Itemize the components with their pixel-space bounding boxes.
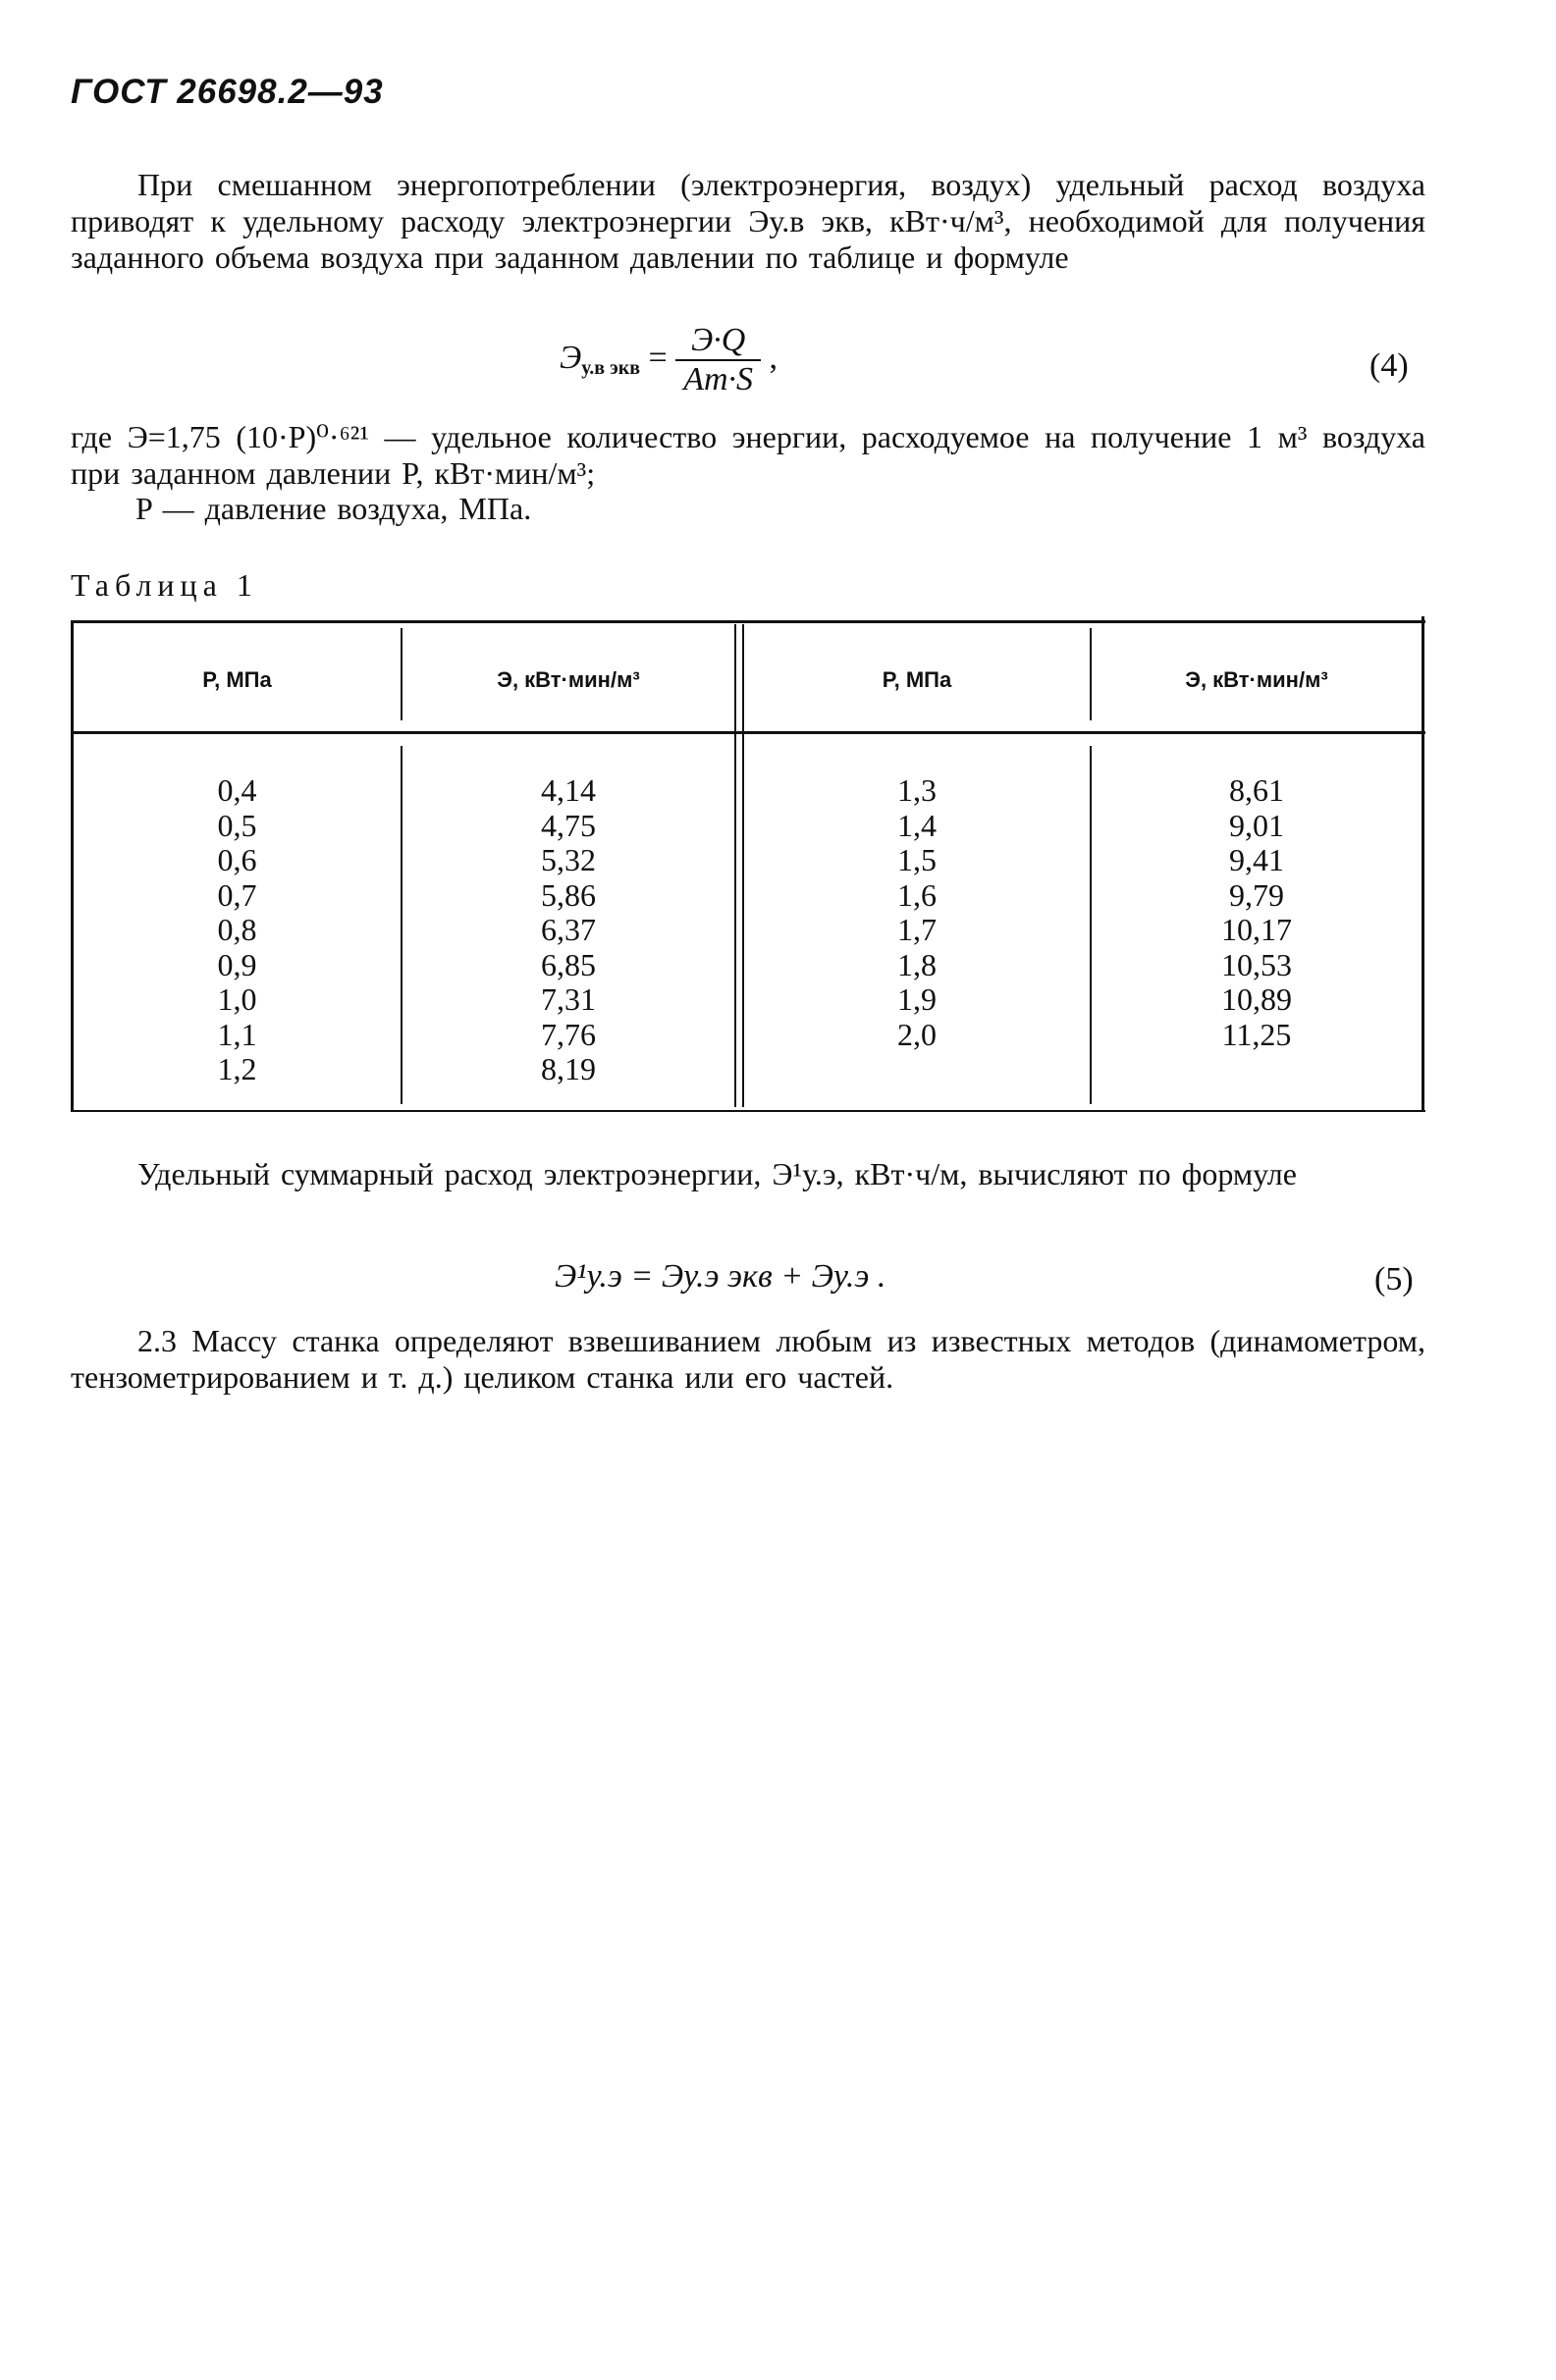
paragraph-section-2-3-text: 2.3 Массу станка определяют взвешиванием любым из известных методов (динамометром, тензометрированием и т. д.) целиком станка или его частей. <box>71 1323 1425 1395</box>
table-header-p-2: P, МПа <box>882 667 952 692</box>
formula-4: $Э_{у.в экв}$ = $\frac{Э\cdot Q}{Aт\cdot S}$ , <box>560 322 778 397</box>
table-cell: 9,01 <box>1229 807 1284 843</box>
table-cell: 7,31 <box>541 981 596 1017</box>
formula-4-lhs: Э <box>560 339 582 376</box>
formula-4-denominator: Aт·S <box>675 359 761 398</box>
table-cell: 4,75 <box>541 807 596 843</box>
table-cell: 0,4 <box>217 772 257 808</box>
table-cell: 2,0 <box>897 1016 937 1052</box>
formula-4-number: (4) <box>1369 347 1409 384</box>
table-cell: 1,0 <box>217 981 257 1017</box>
table-cell: 9,41 <box>1229 842 1284 877</box>
formula-4-fraction <box>675 322 761 398</box>
table-cell: 7,76 <box>541 1016 596 1052</box>
table-column-p-2 <box>744 773 1090 1052</box>
table-header-rule <box>71 731 1425 734</box>
table-top-border <box>71 620 1425 623</box>
document-code: ГОСТ 26698.2—93 <box>71 73 384 111</box>
definition-where-text: где Э=1,75 (10·P)⁰·⁶²¹ — удельное количество энергии, расходуемое на получение 1 м³ воздуха при заданном давлении P, кВт·мин/м³; <box>71 419 1425 491</box>
table-cell: 0,5 <box>217 807 257 843</box>
paragraph-intro-text: При смешанном энергопотреблении (электроэнергия, воздух) удельный расход воздуха приводят к удельному расходу электроэнергии Эу.в экв, кВт·ч/м³, необходимой для получения заданного объема воздуха при заданном давлении по таблице и формуле <box>71 167 1425 275</box>
definition-where <box>71 419 1425 492</box>
table-cell: 10,89 <box>1221 981 1292 1017</box>
formula-5: Э¹у.э = Эу.э экв + Эу.э . <box>555 1258 886 1295</box>
paragraph-total-consumption <box>71 1156 1425 1192</box>
table-cell: 5,32 <box>541 842 596 877</box>
table-column-e-1 <box>402 773 734 1087</box>
table-cell: 1,6 <box>897 876 937 913</box>
definition-p-text: P — давление воздуха, МПа. <box>135 491 532 526</box>
table-right-border <box>1422 616 1424 1110</box>
table-cell: 1,9 <box>897 981 937 1017</box>
table-column-e-2 <box>1092 773 1422 1052</box>
table-cell: 1,4 <box>897 807 937 843</box>
table-cell: 5,86 <box>541 876 596 913</box>
table-cell: 11,25 <box>1221 1016 1292 1052</box>
table-cell: 10,17 <box>1221 912 1292 947</box>
table-cell: 0,7 <box>217 876 257 913</box>
table-cell: 1,2 <box>217 1051 257 1086</box>
table-cell: 8,61 <box>1229 772 1284 808</box>
table-cell: 1,1 <box>217 1016 257 1052</box>
table-cell: 6,37 <box>541 912 596 947</box>
table-cell: 1,5 <box>897 842 937 877</box>
table-divider-mid-a <box>734 624 736 1107</box>
table-cell: 10,53 <box>1221 946 1292 982</box>
formula-4-lhs-sub: у.в экв <box>581 356 641 379</box>
definition-p <box>135 491 1412 527</box>
paragraph-total-consumption-text: Удельный суммарный расход электроэнергии, Э¹у.э, кВт·ч/м, вычисляют по формуле <box>137 1156 1297 1191</box>
table-cell: 1,7 <box>897 912 937 947</box>
table-cell: 1,3 <box>897 772 937 808</box>
table-cell: 1,8 <box>897 946 937 982</box>
table-header-e-2: Э, кВт·мин/м³ <box>1185 667 1328 692</box>
table-cell: 8,19 <box>541 1051 596 1086</box>
table-cell: 0,8 <box>217 912 257 947</box>
table-header-p-1: P, МПа <box>202 667 272 692</box>
table-cell: 4,14 <box>541 772 596 808</box>
table-cell: 6,85 <box>541 946 596 982</box>
formula-5-number: (5) <box>1374 1261 1414 1297</box>
paragraph-section-2-3 <box>71 1323 1425 1396</box>
table-cell: 9,79 <box>1229 876 1284 913</box>
table-caption: Таблица 1 <box>71 567 258 603</box>
table-cell: 0,6 <box>217 842 257 877</box>
table-header-e-1: Э, кВт·мин/м³ <box>497 667 640 692</box>
formula-4-numerator: Э·Q <box>690 322 746 358</box>
table-cell: 0,9 <box>217 946 257 982</box>
paragraph-intro <box>71 167 1425 276</box>
table-bottom-border <box>71 1110 1425 1112</box>
table-column-p-1 <box>74 773 401 1087</box>
